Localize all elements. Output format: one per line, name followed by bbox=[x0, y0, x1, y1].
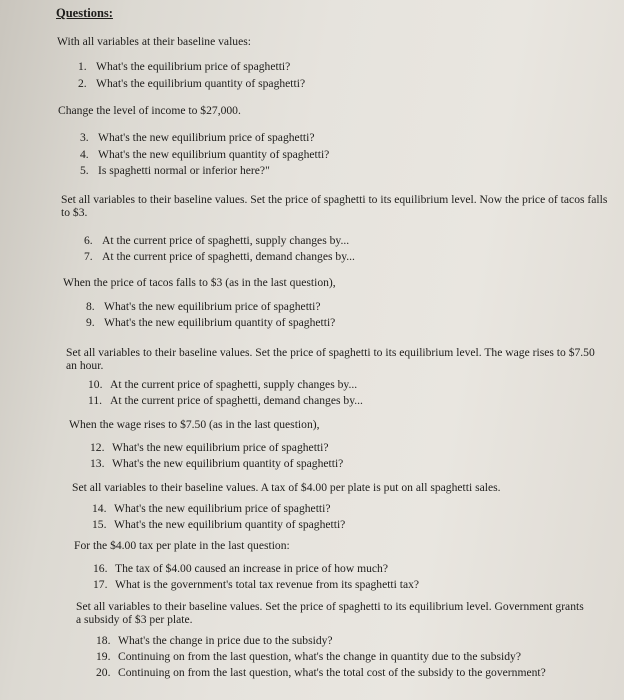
question-item bbox=[88, 378, 357, 391]
question-number: 15. bbox=[92, 518, 107, 531]
question-item bbox=[86, 300, 321, 313]
question-number: 8. bbox=[86, 300, 95, 313]
question-number: 14. bbox=[92, 502, 107, 515]
section-heading: Set all variables to their baseline values. A tax of $4.00 per plate is put on all spaghetti sales. bbox=[72, 481, 501, 494]
question-text: At the current price of spaghetti, demand changes by... bbox=[102, 250, 355, 263]
question-item bbox=[86, 316, 335, 329]
question-item bbox=[96, 650, 521, 663]
question-item bbox=[92, 502, 331, 515]
section-heading: Set all variables to their baseline values. Set the price of spaghetti to its equilibrium level. The wage rises to $7.50 an hour. bbox=[66, 346, 595, 372]
section-heading: With all variables at their baseline values: bbox=[57, 35, 251, 48]
question-item bbox=[96, 666, 546, 679]
question-text: What's the new equilibrium quantity of spaghetti? bbox=[114, 518, 346, 531]
question-text: What's the change in price due to the subsidy? bbox=[118, 634, 333, 647]
question-item bbox=[78, 60, 290, 73]
question-text: What's the new equilibrium price of spaghetti? bbox=[98, 131, 315, 144]
question-number: 20. bbox=[96, 666, 111, 679]
question-number: 6. bbox=[84, 234, 93, 247]
question-item bbox=[96, 634, 333, 647]
question-text: At the current price of spaghetti, demand changes by... bbox=[110, 394, 363, 407]
question-text: What's the new equilibrium quantity of spaghetti? bbox=[112, 457, 344, 470]
question-number: 10. bbox=[88, 378, 103, 391]
question-number: 18. bbox=[96, 634, 111, 647]
question-item bbox=[84, 234, 349, 247]
question-text: What's the new equilibrium quantity of spaghetti? bbox=[104, 316, 336, 329]
question-item bbox=[80, 148, 329, 161]
question-number: 7. bbox=[84, 250, 93, 263]
question-number: 16. bbox=[93, 562, 108, 575]
question-text: The tax of $4.00 caused an increase in price of how much? bbox=[115, 562, 388, 575]
question-number: 1. bbox=[78, 60, 87, 73]
question-text: What is the government's total tax revenue from its spaghetti tax? bbox=[115, 578, 420, 591]
question-number: 4. bbox=[80, 148, 89, 161]
question-number: 12. bbox=[90, 441, 105, 454]
section-heading: When the wage rises to $7.50 (as in the last question), bbox=[69, 418, 320, 431]
questions-title: Questions: bbox=[56, 6, 113, 20]
question-number: 13. bbox=[90, 457, 105, 470]
section-heading: For the $4.00 tax per plate in the last question: bbox=[74, 539, 290, 552]
question-item bbox=[80, 164, 270, 177]
question-item bbox=[80, 131, 315, 144]
question-text: Is spaghetti normal or inferior here?" bbox=[98, 164, 270, 177]
question-text: Continuing on from the last question, what's the total cost of the subsidy to the government? bbox=[118, 666, 546, 679]
question-number: 19. bbox=[96, 650, 111, 663]
question-item bbox=[84, 250, 355, 263]
question-text: What's the equilibrium price of spaghetti? bbox=[96, 60, 291, 73]
question-item bbox=[93, 562, 388, 575]
question-number: 5. bbox=[80, 164, 89, 177]
question-item bbox=[90, 457, 343, 470]
question-text: What's the new equilibrium price of spaghetti? bbox=[112, 441, 329, 454]
question-item bbox=[92, 518, 345, 531]
section-heading: Set all variables to their baseline values. Set the price of spaghetti to its equilibrium level. Government grants a subsidy of $3 per plate. bbox=[76, 600, 584, 626]
question-item bbox=[93, 578, 419, 591]
question-text: Continuing on from the last question, what's the change in quantity due to the subsidy? bbox=[118, 650, 521, 663]
question-text: At the current price of spaghetti, supply changes by... bbox=[102, 234, 350, 247]
question-number: 11. bbox=[88, 394, 103, 407]
question-text: What's the new equilibrium quantity of spaghetti? bbox=[98, 148, 330, 161]
question-number: 3. bbox=[80, 131, 89, 144]
question-item bbox=[88, 394, 363, 407]
question-item bbox=[78, 77, 305, 90]
question-item bbox=[90, 441, 329, 454]
question-number: 2. bbox=[78, 77, 87, 90]
question-text: At the current price of spaghetti, supply changes by... bbox=[110, 378, 358, 391]
question-number: 17. bbox=[93, 578, 108, 591]
question-text: What's the new equilibrium price of spaghetti? bbox=[114, 502, 331, 515]
section-heading: When the price of tacos falls to $3 (as in the last question), bbox=[63, 276, 336, 289]
section-heading: Change the level of income to $27,000. bbox=[58, 104, 241, 117]
section-heading: Set all variables to their baseline values. Set the price of spaghetti to its equilibrium level. Now the price of tacos falls to $3. bbox=[61, 193, 608, 219]
question-number: 9. bbox=[86, 316, 95, 329]
question-text: What's the new equilibrium price of spaghetti? bbox=[104, 300, 321, 313]
question-text: What's the equilibrium quantity of spaghetti? bbox=[96, 77, 306, 90]
